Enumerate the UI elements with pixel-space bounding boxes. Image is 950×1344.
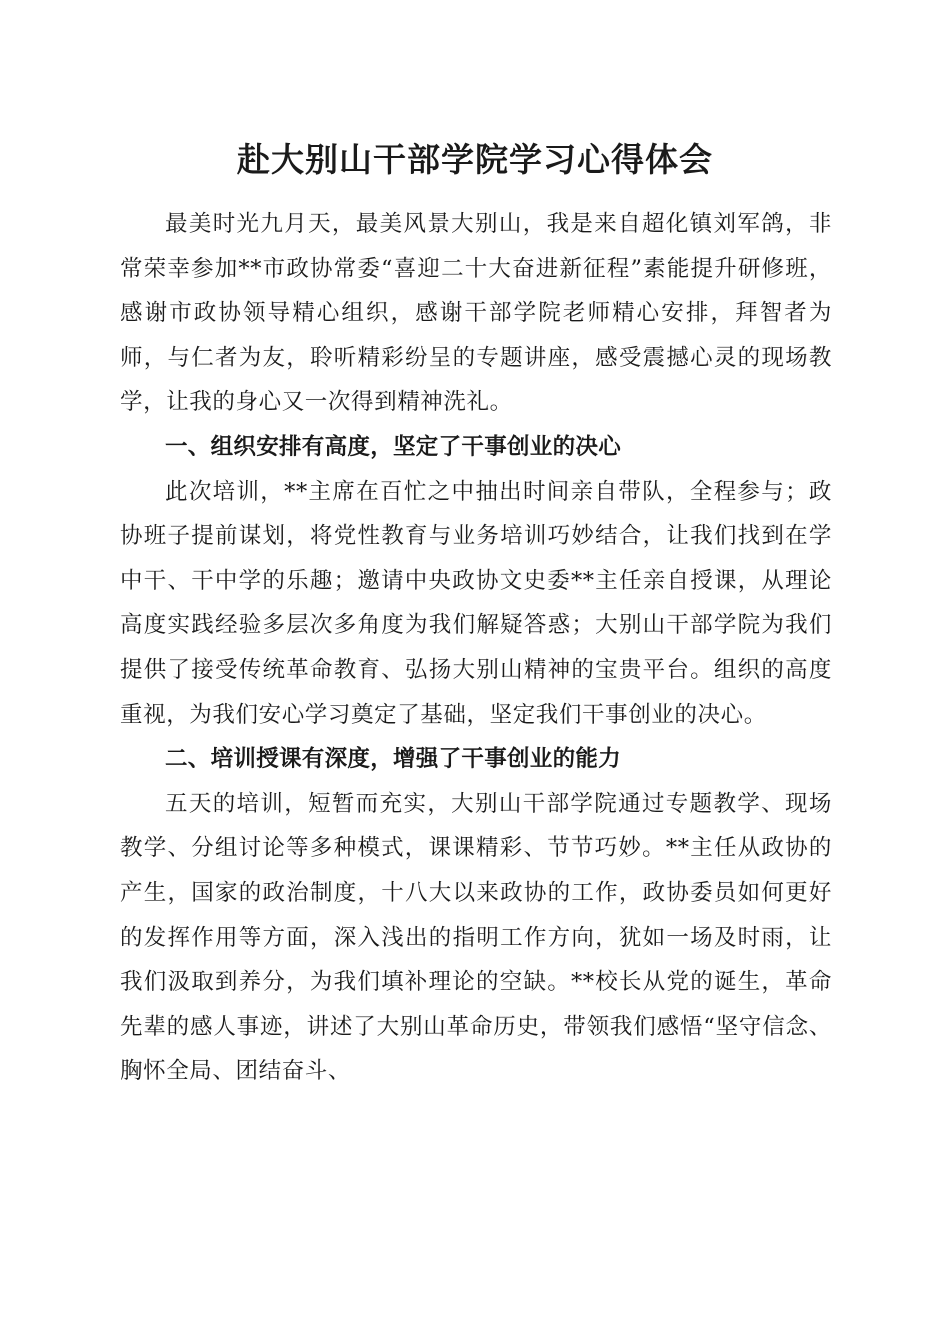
section-2-paragraph: 五天的培训，短暂而充实，大别山干部学院通过专题教学、现场教学、分组讨论等多种模式，课课精彩、节节巧妙。**主任从政协的产生，国家的政治制度，十八大以来政协的工作，政协委员如何更好的发挥作用等方面，深入浅出的指明工作方向，犹如一场及时雨，让我们汲取到养分，为我们填补理论的空缺。**校长从党的诞生，革命先辈的感人事迹，讲述了大别山革命历史，带领我们感悟“坚守信念、胸怀全局、团结奋斗、: [120, 790, 832, 1085]
document-title: 赴大别山干部学院学习心得体会: [237, 140, 713, 179]
section-2-heading: 二、培训授课有深度，增强了干事创业的能力: [165, 746, 622, 773]
section-1-heading: 一、组织安排有高度，坚定了干事创业的决心: [165, 433, 622, 460]
document-body: [120, 202, 832, 1094]
section-1-paragraph: 此次培训，**主席在百忙之中抽出时间亲自带队，全程参与；政协班子提前谋划，将党性教育与业务培训巧妙结合，让我们找到在学中干、干中学的乐趣；邀请中央政协文史委**主任亲自授课，从理论高度实践经验多层次多角度为我们解疑答惑；大别山干部学院为我们提供了接受传统革命教育、弘扬大别山精神的宝贵平台。组织的高度重视，为我们安心学习奠定了基础，坚定我们干事创业的决心。: [120, 478, 832, 728]
intro-paragraph: 最美时光九月天，最美风景大别山，我是来自超化镇刘军鸽，非常荣幸参加**市政协常委“喜迎二十大奋进新征程”素能提升研修班，感谢市政协领导精心组织，感谢干部学院老师精心安排，拜智者为师，与仁者为友，聆听精彩纷呈的专题讲座，感受震撼心灵的现场教学，让我的身心又一次得到精神洗礼。: [120, 211, 832, 416]
